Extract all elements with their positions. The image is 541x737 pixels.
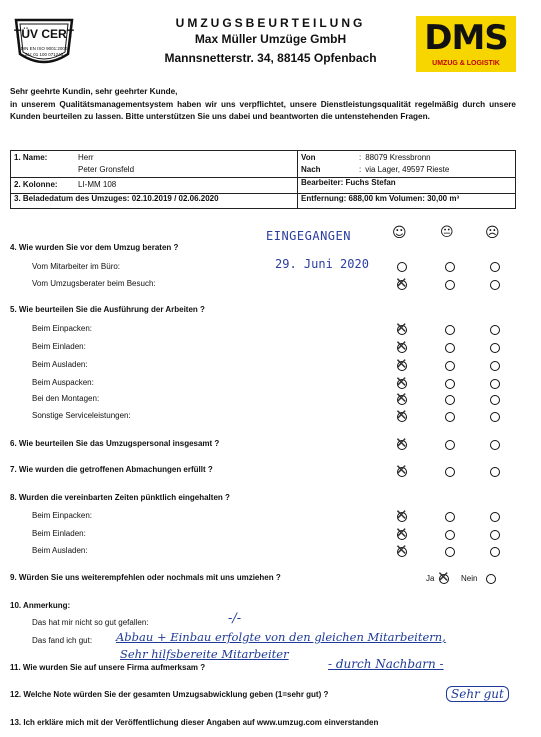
question-8: 8. Wurden die vereinbarten Zeiten pünktlich eingehalten ? — [10, 493, 230, 502]
q10-good-label: Das fand ich gut: — [32, 636, 93, 645]
happy-face-icon: ☺ — [392, 225, 407, 241]
company-name: Max Müller Umzüge GmbH — [194, 32, 347, 46]
question-12: 12. Welche Note würden Sie der gesamten Umzugsabwicklung geben (1=sehr gut) ? — [10, 690, 329, 699]
q8-item-einladen: Beim Einladen: — [32, 529, 86, 538]
q8-ausladen-radio-neutral[interactable] — [445, 547, 455, 557]
q8-einpacken-radio-bad[interactable] — [490, 512, 500, 522]
q5-einpacken-checkmark-icon: ✕ — [395, 319, 408, 337]
q9-nein-label: Nein — [461, 574, 478, 583]
q8-einladen-radio-neutral[interactable] — [445, 530, 455, 540]
q5-auspacken-radio-bad[interactable] — [490, 379, 500, 389]
question-10: 10. Anmerkung: — [10, 601, 71, 610]
q5-service-radio-neutral[interactable] — [445, 412, 455, 422]
sad-face-icon: ☹ — [485, 225, 500, 241]
q5-einladen-radio-bad[interactable] — [490, 343, 500, 353]
q7-radio-bad[interactable] — [490, 467, 500, 477]
question-7: 7. Wie wurden die getroffenen Abmachungen erfüllt ? — [10, 465, 213, 474]
q4-besuch-checkmark-icon: ✕ — [395, 274, 408, 292]
name-cell — [11, 151, 298, 178]
q4-besuch-radio-bad[interactable] — [490, 280, 500, 290]
beladedatum-cell: 3. Beladedatum des Umzuges: 02.10.2019 / 02.06.2020 — [11, 194, 298, 209]
q8-einpacken-checkmark-icon: ✕ — [395, 506, 408, 524]
received-stamp-date: 29. Juni 2020 — [275, 257, 369, 271]
q5-einpacken-radio-bad[interactable] — [490, 325, 500, 335]
q7-checkmark-icon: ✕ — [395, 461, 408, 479]
q9-ja-label: Ja — [426, 574, 435, 583]
q5-ausladen-radio-bad[interactable] — [490, 361, 500, 371]
q10-good-answer-line1: Abbau + Einbau erfolgte von den gleichen Mitarbeitern, — [116, 630, 446, 644]
intro-text — [10, 86, 516, 124]
q5-einladen-checkmark-icon: ✕ — [395, 337, 408, 355]
name-label: 1. Name: — [14, 152, 48, 162]
dms-logo — [416, 16, 516, 72]
question-6: 6. Wie beurteilen Sie das Umzugspersonal insgesamt ? — [10, 439, 220, 448]
q10-not-good-answer: -/- — [228, 611, 242, 626]
received-stamp-title: EINGEGANGEN — [266, 229, 351, 243]
order-info-table — [10, 150, 516, 209]
q5-item-einpacken: Beim Einpacken: — [32, 324, 93, 333]
q4-item-besuch: Vom Umzugsberater beim Besuch: — [32, 279, 156, 288]
q7-radio-neutral[interactable] — [445, 467, 455, 477]
q6-radio-neutral[interactable] — [445, 440, 455, 450]
q5-einladen-radio-neutral[interactable] — [445, 343, 455, 353]
nach-label: Nach — [301, 164, 321, 174]
name-title: Herr — [78, 152, 94, 162]
q6-radio-bad[interactable] — [490, 440, 500, 450]
bearbeiter-cell: Bearbeiter: Fuchs Stefan — [298, 178, 516, 194]
q4-buero-radio-good[interactable] — [397, 262, 407, 272]
kolonne-label: 2. Kolonne: — [14, 179, 58, 189]
q4-buero-radio-neutral[interactable] — [445, 262, 455, 272]
q5-item-ausladen: Beim Ausladen: — [32, 360, 88, 369]
dms-logo-subtitle: UMZUG & LOGISTIK — [432, 60, 500, 67]
question-9: 9. Würden Sie uns weiterempfehlen oder nochmals mit uns umziehen ? — [10, 573, 281, 582]
neutral-face-icon: 😐 — [440, 225, 454, 240]
q5-item-service: Sonstige Serviceleistungen: — [32, 411, 131, 420]
q5-ausladen-checkmark-icon: ✕ — [395, 355, 408, 373]
q8-einpacken-radio-neutral[interactable] — [445, 512, 455, 522]
question-13: 13. Ich erkläre mich mit der Veröffentlichung dieser Angaben auf www.umzug.com einverstanden — [10, 718, 379, 727]
q8-item-einpacken: Beim Einpacken: — [32, 511, 93, 520]
intro-greeting: Sehr geehrte Kundin, sehr geehrter Kunde, — [10, 87, 178, 96]
q11-answer: - durch Nachbarn - — [328, 657, 444, 671]
q12-answer: Sehr gut — [446, 686, 509, 702]
q10-good-answer-line2: Sehr hilfsbereite Mitarbeiter — [120, 647, 289, 661]
q5-service-checkmark-icon: ✕ — [395, 406, 408, 424]
question-4: 4. Wie wurden Sie vor dem Umzug beraten ? — [10, 243, 179, 252]
company-address: Mannsnetterstr. 34, 88145 Opfenbach — [164, 51, 377, 65]
q8-ausladen-radio-bad[interactable] — [490, 547, 500, 557]
q5-item-montagen: Bei den Montagen: — [32, 394, 100, 403]
q8-item-ausladen: Beim Ausladen: — [32, 546, 88, 555]
question-11: 11. Wie wurden Sie auf unsere Firma aufmerksam ? — [10, 663, 206, 672]
q8-ausladen-checkmark-icon: ✕ — [395, 541, 408, 559]
question-5: 5. Wie beurteilen Sie die Ausführung der Arbeiten ? — [10, 305, 205, 314]
tuv-small-text-1: DIN EN ISO 9001:2000 — [20, 46, 68, 51]
q4-item-buero: Vom Mitarbeiter im Büro: — [32, 262, 121, 271]
q10-not-good-label: Das hat mir nicht so gut gefallen: — [32, 618, 149, 627]
q5-montagen-radio-neutral[interactable] — [445, 395, 455, 405]
nach-value: via Lager, 49597 Rieste — [365, 164, 450, 174]
q5-ausladen-radio-neutral[interactable] — [445, 361, 455, 371]
route-cell: Von : 88079 Kressbronn Nach : via Lager, 49597 Rieste — [298, 151, 516, 178]
q5-montagen-radio-bad[interactable] — [490, 395, 500, 405]
name-value: Peter Gronsfeld — [78, 164, 135, 174]
von-value: 88079 Kressbronn — [365, 152, 431, 162]
von-label: Von — [301, 152, 316, 162]
q4-buero-radio-bad[interactable] — [490, 262, 500, 272]
q5-service-radio-bad[interactable] — [490, 412, 500, 422]
q6-checkmark-icon: ✕ — [395, 434, 408, 452]
q8-einladen-radio-bad[interactable] — [490, 530, 500, 540]
q5-auspacken-checkmark-icon: ✕ — [395, 373, 408, 391]
kolonne-cell — [11, 178, 298, 194]
q9-ja-checkmark-icon: ✕ — [437, 568, 450, 586]
page-title: UMZUGSBEURTEILUNG — [175, 16, 366, 30]
q5-item-einladen: Beim Einladen: — [32, 342, 86, 351]
q4-besuch-radio-neutral[interactable] — [445, 280, 455, 290]
tuv-small-text-2: ZN: 01 100 071243 — [24, 52, 64, 57]
dms-logo-text: DMS — [424, 18, 508, 58]
kolonne-value: LI-MM 108 — [78, 179, 117, 189]
tuv-logo-text: TÜV CERT — [14, 27, 74, 41]
q5-montagen-checkmark-icon: ✕ — [395, 389, 408, 407]
q9-nein-radio[interactable] — [486, 574, 496, 584]
entfernung-cell: Entfernung: 688,00 km Volumen: 30,00 m³ — [298, 194, 516, 209]
q5-einpacken-radio-neutral[interactable] — [445, 325, 455, 335]
intro-body: in unserem Qualitätsmanagementsystem haben wir uns verpflichtet, unsere Dienstleistungsqualität regelmäßig durch unsere Kunden beurteilen zu lassen. Bitte unterstützen Sie uns dabei und beantworten die untenstehenden Fragen. — [10, 99, 516, 121]
q8-einladen-checkmark-icon: ✕ — [395, 524, 408, 542]
q5-auspacken-radio-neutral[interactable] — [445, 379, 455, 389]
q5-item-auspacken: Beim Auspacken: — [32, 378, 94, 387]
